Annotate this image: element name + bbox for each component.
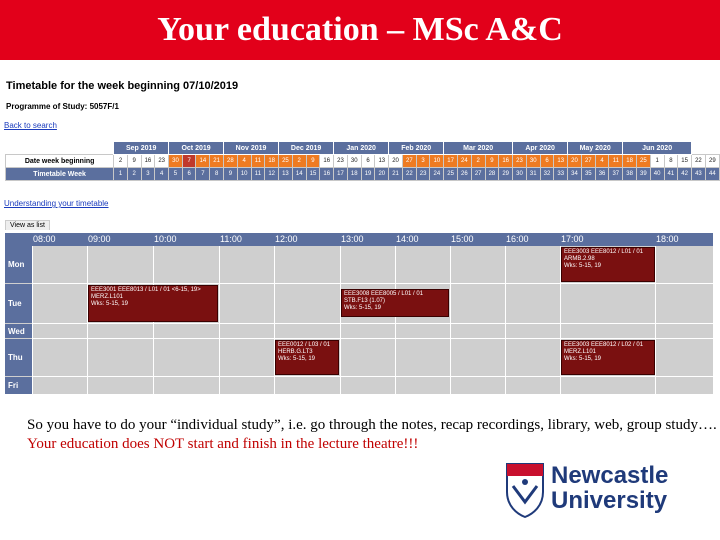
- time-header: [5, 233, 713, 246]
- date-cell[interactable]: 6: [540, 155, 554, 168]
- date-cell[interactable]: 18: [623, 155, 637, 168]
- date-cell[interactable]: 18: [265, 155, 279, 168]
- week-cell[interactable]: 44: [705, 168, 719, 181]
- time-label: 17:00: [561, 234, 584, 244]
- date-cell[interactable]: 25: [279, 155, 293, 168]
- date-cell[interactable]: 25: [636, 155, 650, 168]
- date-cell[interactable]: 24: [458, 155, 472, 168]
- day-label-thu: Thu: [5, 339, 32, 376]
- date-cell[interactable]: 16: [141, 155, 155, 168]
- date-week-label: Date week beginning: [6, 155, 114, 168]
- week-cell[interactable]: 15: [306, 168, 320, 181]
- week-cell[interactable]: 18: [347, 168, 361, 181]
- date-cell[interactable]: 16: [499, 155, 513, 168]
- week-cell[interactable]: 14: [292, 168, 306, 181]
- week-cell[interactable]: 12: [265, 168, 279, 181]
- week-cell[interactable]: 28: [485, 168, 499, 181]
- week-cell[interactable]: 5: [169, 168, 183, 181]
- week-cell[interactable]: 32: [540, 168, 554, 181]
- timetable-screenshot: [0, 62, 720, 397]
- month-header: Nov 2019: [224, 142, 279, 155]
- date-cell[interactable]: 4: [595, 155, 609, 168]
- week-cell[interactable]: 31: [526, 168, 540, 181]
- event-eee0012-thu[interactable]: EEE0012 / L03 / 01 HERB.G.LT3 Wks: 5-15, 19: [275, 340, 339, 375]
- week-cell[interactable]: 27: [471, 168, 485, 181]
- shield-icon: [505, 462, 545, 518]
- week-cell[interactable]: 6: [182, 168, 196, 181]
- week-cell[interactable]: 11: [251, 168, 265, 181]
- date-cell[interactable]: 1: [650, 155, 664, 168]
- date-cell[interactable]: 17: [444, 155, 458, 168]
- week-cell[interactable]: 2: [127, 168, 141, 181]
- logo-text-line-2: University: [551, 487, 668, 514]
- week-cell[interactable]: 38: [623, 168, 637, 181]
- week-cell[interactable]: 29: [499, 168, 513, 181]
- week-cell[interactable]: 9: [224, 168, 238, 181]
- month-header: Feb 2020: [389, 142, 444, 155]
- date-cell[interactable]: 20: [389, 155, 403, 168]
- month-header: Sep 2019: [114, 142, 169, 155]
- month-header: Oct 2019: [169, 142, 224, 155]
- week-cell[interactable]: 40: [650, 168, 664, 181]
- date-cell[interactable]: 7: [182, 155, 196, 168]
- understanding-timetable-link[interactable]: Understanding your timetable: [4, 199, 109, 208]
- day-label-wed: Wed: [5, 324, 32, 338]
- week-cell[interactable]: 3: [141, 168, 155, 181]
- date-cell[interactable]: 30: [169, 155, 183, 168]
- week-cell[interactable]: 34: [568, 168, 582, 181]
- date-cell[interactable]: 30: [347, 155, 361, 168]
- day-label-fri: Fri: [5, 377, 32, 394]
- date-cell[interactable]: 27: [402, 155, 416, 168]
- event-eee3008-tue[interactable]: EEE3008 EEE8005 / L01 / 01 STB.F13 (1.07) Wks: 5-15, 19: [341, 289, 449, 317]
- date-cell[interactable]: 16: [320, 155, 334, 168]
- week-cell[interactable]: 39: [636, 168, 650, 181]
- date-cell[interactable]: 8: [664, 155, 678, 168]
- day-label-mon: Mon: [5, 246, 32, 283]
- date-cell[interactable]: 9: [127, 155, 141, 168]
- event-eee3003-thu[interactable]: EEE3003 EEE8012 / L02 / 01 MERZ.L101 Wks: 5-15, 19: [561, 340, 655, 375]
- event-eee3001-tue[interactable]: EEE3001 EEE8013 / L01 / 01 <6-15, 19> MERZ.L101 Wks: 5-15, 19: [88, 285, 218, 322]
- event-eee3003-mon[interactable]: EEE3003 EEE8012 / L01 / 01 ARMB.2.98 Wks: 5-15, 19: [561, 247, 655, 282]
- timetable-grid: [5, 233, 713, 394]
- date-cell[interactable]: 13: [375, 155, 389, 168]
- date-cell[interactable]: 23: [155, 155, 169, 168]
- week-cell[interactable]: 23: [416, 168, 430, 181]
- week-cell[interactable]: 4: [155, 168, 169, 181]
- programme-of-study: Programme of Study: 5057F/1: [6, 102, 119, 111]
- logo-text-line-1: Newcastle: [551, 462, 669, 489]
- date-cell[interactable]: 20: [568, 155, 582, 168]
- week-cell[interactable]: 35: [581, 168, 595, 181]
- time-label: 11:00: [220, 234, 242, 244]
- week-cell[interactable]: 42: [678, 168, 692, 181]
- date-cell[interactable]: 21: [210, 155, 224, 168]
- time-label: 15:00: [451, 234, 474, 244]
- date-cell[interactable]: 23: [334, 155, 348, 168]
- date-cell[interactable]: 11: [609, 155, 623, 168]
- date-cell[interactable]: 2: [471, 155, 485, 168]
- month-header: Dec 2019: [279, 142, 334, 155]
- timetable-week-label: Timetable Week: [6, 168, 114, 181]
- caption-line-2: Your education does NOT start and finish in the lecture theatre!!!: [27, 436, 419, 452]
- time-label: 12:00: [275, 234, 298, 244]
- date-cell[interactable]: 15: [678, 155, 692, 168]
- back-to-search-link[interactable]: Back to search: [4, 121, 57, 130]
- date-cell[interactable]: 28: [224, 155, 238, 168]
- week-cell[interactable]: 43: [692, 168, 706, 181]
- time-label: 18:00: [656, 234, 679, 244]
- date-cell[interactable]: 11: [251, 155, 265, 168]
- date-cell[interactable]: 6: [361, 155, 375, 168]
- date-cell[interactable]: 3: [416, 155, 430, 168]
- slide-title: Your education – MSc A&C: [157, 11, 563, 48]
- time-label: 14:00: [396, 234, 419, 244]
- week-cell[interactable]: 7: [196, 168, 210, 181]
- date-cell[interactable]: 10: [430, 155, 444, 168]
- date-cell[interactable]: 9: [306, 155, 320, 168]
- week-cell[interactable]: 20: [375, 168, 389, 181]
- week-selector-table: [5, 141, 720, 181]
- date-cell[interactable]: 9: [485, 155, 499, 168]
- day-label-tue: Tue: [5, 284, 32, 323]
- timetable-title: Timetable for the week beginning 07/10/2019: [6, 80, 239, 92]
- week-cell[interactable]: 10: [237, 168, 251, 181]
- week-cell[interactable]: 17: [334, 168, 348, 181]
- time-label: 09:00: [88, 234, 111, 244]
- week-cell[interactable]: 25: [444, 168, 458, 181]
- month-row-spacer: [6, 142, 114, 155]
- month-header: Apr 2020: [513, 142, 568, 155]
- week-cell[interactable]: 24: [430, 168, 444, 181]
- date-cell[interactable]: 4: [237, 155, 251, 168]
- caption: [27, 416, 717, 454]
- week-cell[interactable]: 21: [389, 168, 403, 181]
- month-header: Jun 2020: [623, 142, 692, 155]
- week-cell[interactable]: 26: [458, 168, 472, 181]
- week-cell[interactable]: 33: [554, 168, 568, 181]
- date-cell[interactable]: 22: [692, 155, 706, 168]
- date-cell[interactable]: 27: [581, 155, 595, 168]
- date-cell[interactable]: 23: [513, 155, 527, 168]
- week-cell[interactable]: 1: [114, 168, 128, 181]
- date-cell[interactable]: 2: [114, 155, 128, 168]
- week-cell[interactable]: 22: [402, 168, 416, 181]
- date-cell[interactable]: 2: [292, 155, 306, 168]
- date-cell[interactable]: 29: [705, 155, 719, 168]
- time-label: 16:00: [506, 234, 529, 244]
- newcastle-university-logo: [505, 462, 675, 520]
- week-cell[interactable]: 19: [361, 168, 375, 181]
- time-label: 10:00: [154, 234, 177, 244]
- time-label: 13:00: [341, 234, 364, 244]
- caption-line-1: So you have to do your “individual study”, i.e. go through the notes, recap recordings, library, web, group study….: [27, 417, 717, 433]
- date-cell[interactable]: 13: [554, 155, 568, 168]
- week-cell[interactable]: 16: [320, 168, 334, 181]
- month-header: Mar 2020: [444, 142, 513, 155]
- view-as-list-tab[interactable]: View as list: [5, 220, 50, 230]
- week-cell[interactable]: 8: [210, 168, 224, 181]
- date-cell[interactable]: 14: [196, 155, 210, 168]
- month-header: Jan 2020: [334, 142, 389, 155]
- week-cell[interactable]: 41: [664, 168, 678, 181]
- week-cell[interactable]: 37: [609, 168, 623, 181]
- time-label: 08:00: [33, 234, 56, 244]
- week-cell[interactable]: 36: [595, 168, 609, 181]
- week-cell[interactable]: 13: [279, 168, 293, 181]
- date-cell[interactable]: 30: [526, 155, 540, 168]
- month-header: May 2020: [568, 142, 623, 155]
- title-banner: [0, 0, 720, 60]
- week-cell[interactable]: 30: [513, 168, 527, 181]
